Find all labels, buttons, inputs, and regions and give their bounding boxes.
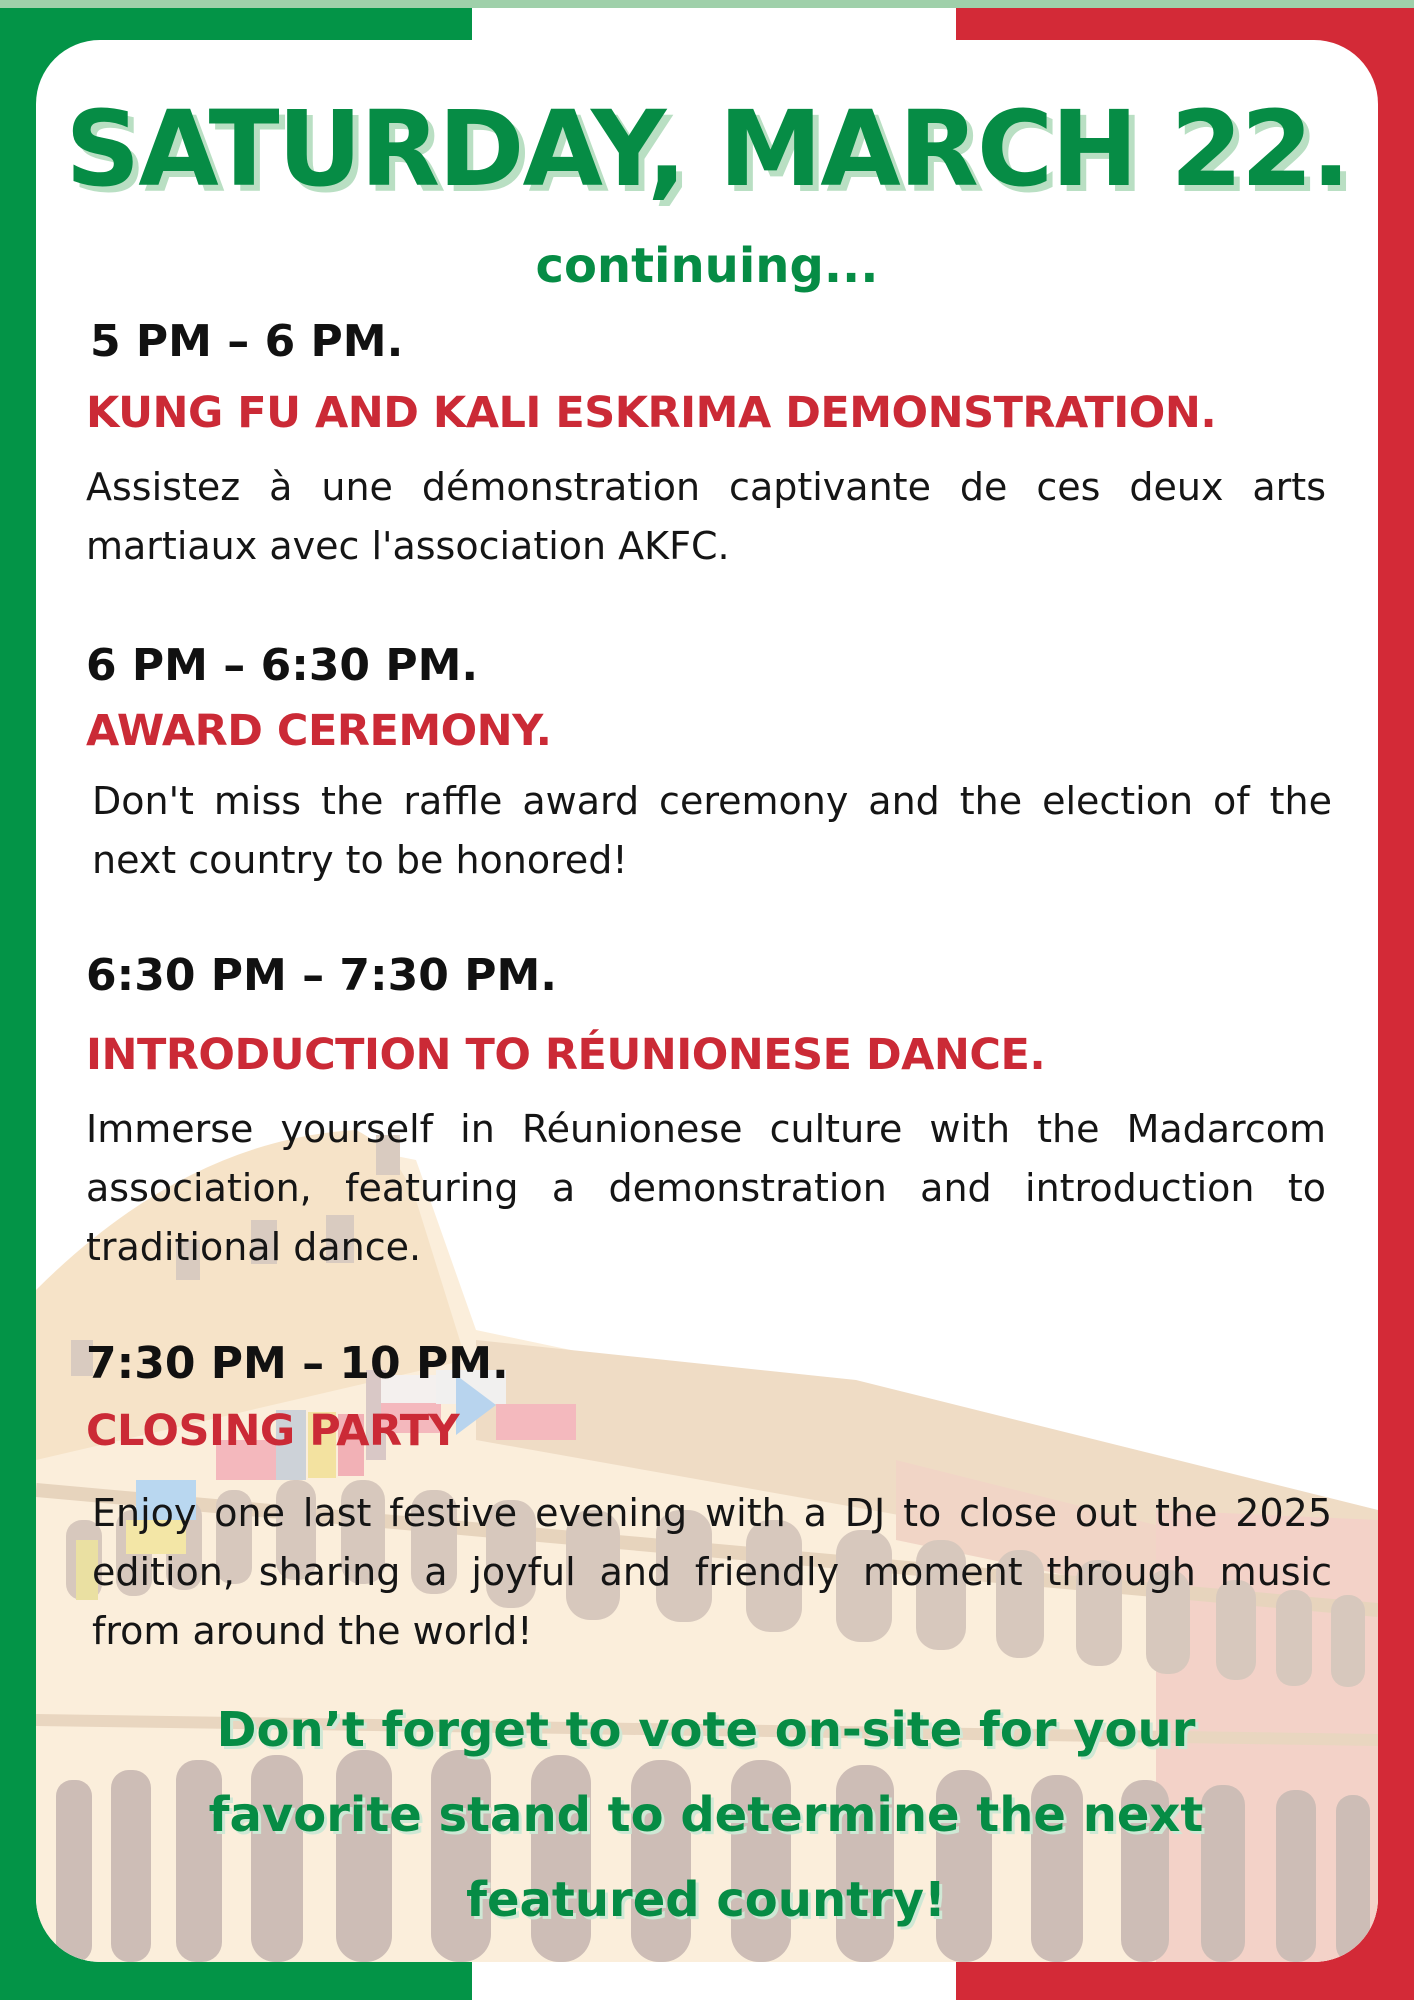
slot-2-description: Don't miss the raffle award ceremony and the election of the next country to be honored!: [92, 779, 1332, 882]
slot-1-title: KUNG FU AND KALI ESKRIMA DEMONSTRATION.: [86, 388, 1217, 438]
slot-4-title: CLOSING PARTY: [86, 1406, 460, 1456]
schedule-content: [36, 40, 1378, 1962]
slot-1-time: 5 PM – 6 PM.: [90, 316, 404, 367]
slot-4-time: 7:30 PM – 10 PM.: [86, 1338, 509, 1389]
continuing-subtitle: continuing...: [535, 238, 879, 294]
slot-2-time: 6 PM – 6:30 PM.: [86, 640, 479, 691]
slot-3-description: Immerse yourself in Réunionese culture with the Madarcom association, featuring a demonstration and introduction to traditional dance.: [86, 1107, 1326, 1269]
slot-2-title: AWARD CEREMONY.: [86, 706, 552, 756]
slot-1-description: Assistez à une démonstration captivante de ces deux arts martiaux avec l'association AKFC.: [86, 465, 1326, 568]
top-border-line: [0, 0, 1414, 8]
program-card: [36, 40, 1378, 1962]
slot-3-title: INTRODUCTION TO RÉUNIONESE DANCE.: [86, 1030, 1046, 1080]
slot-4-description: Enjoy one last festive evening with a DJ to close out the 2025 edition, sharing a joyful and friendly moment through music from around the world!: [92, 1491, 1332, 1653]
event-date-title: SATURDAY, MARCH 22.: [65, 88, 1349, 210]
vote-reminder: Don’t forget to vote on-site for your favorite stand to determine the next featured country!: [208, 1702, 1204, 1928]
slot-3-time: 6:30 PM – 7:30 PM.: [86, 950, 557, 1001]
